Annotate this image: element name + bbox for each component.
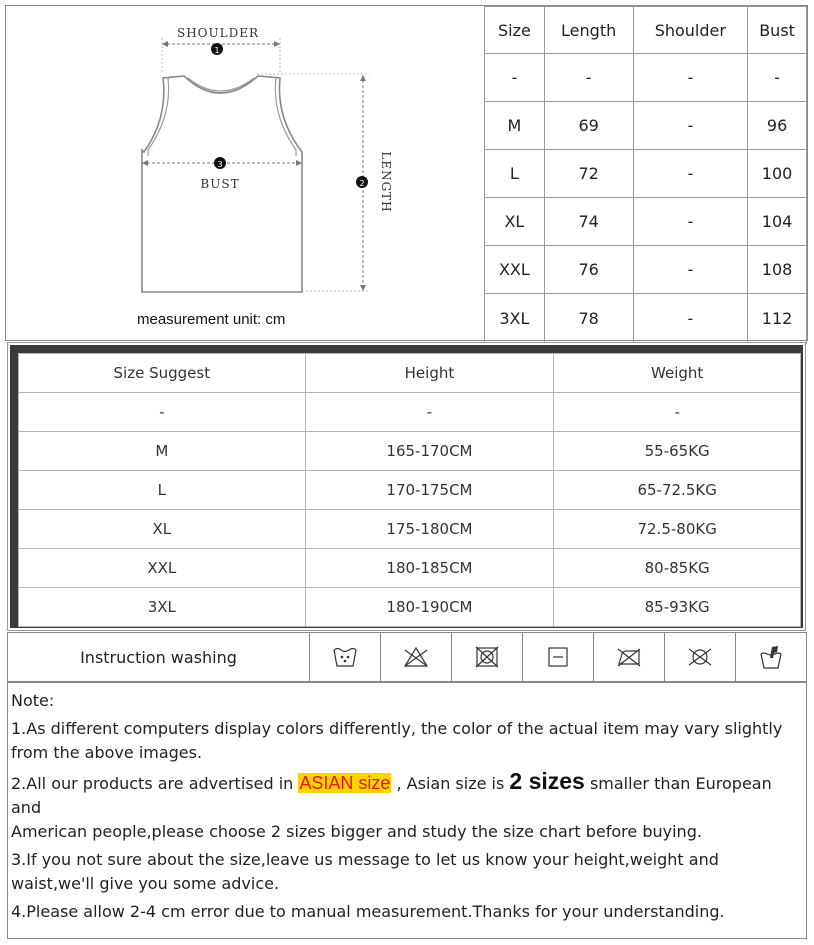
suggest-table-header (19, 354, 801, 393)
wash-cell (665, 633, 736, 681)
wash-cell (452, 633, 523, 681)
dry-flat-icon (544, 644, 572, 670)
table-cell: 180-185CM (305, 549, 554, 588)
table-row (485, 294, 807, 344)
table-cell: 85-93KG (554, 588, 801, 627)
table-cell: 180-190CM (305, 588, 554, 627)
table-cell: - (633, 246, 748, 294)
bust-number: 3 (217, 160, 223, 169)
note-1: 1.As different computers display colors differently, the color of the actual item may vary slightly from the above images. (11, 719, 783, 762)
table-cell: 69 (544, 102, 633, 150)
table-header-cell: Size (485, 7, 545, 54)
table-cell: 112 (748, 294, 807, 344)
hand-wash-icon (757, 644, 785, 670)
table-cell: 76 (544, 246, 633, 294)
notes-section (7, 682, 807, 939)
asian-size-highlight: ASIAN size (299, 773, 391, 793)
table-cell: L (485, 150, 545, 198)
table-header-cell: Height (305, 354, 554, 393)
wash-cell (594, 633, 665, 681)
length-number: 2 (359, 179, 365, 188)
table-cell: - (633, 294, 748, 344)
note-2-text-c: smaller than European and (11, 774, 772, 817)
washing-instructions-row (7, 632, 807, 682)
table-cell: - (19, 393, 306, 432)
shoulder-label: SHOULDER (176, 26, 260, 40)
washing-label: Instruction washing (8, 633, 310, 681)
table-cell: 108 (748, 246, 807, 294)
table-cell: 104 (748, 198, 807, 246)
table-cell: - (633, 54, 748, 102)
note-2 (11, 769, 803, 820)
table-cell: XXL (19, 549, 306, 588)
table-cell: 175-180CM (305, 510, 554, 549)
table-cell: - (305, 393, 554, 432)
table-cell: XL (485, 198, 545, 246)
table-cell: M (485, 102, 545, 150)
suggest-table (18, 353, 801, 627)
garment-diagram (6, 6, 484, 340)
table-cell: XL (19, 510, 306, 549)
note-4: 4.Please allow 2-4 cm error due to manual measurement.Thanks for your understanding. (11, 902, 725, 921)
do-not-bleach-icon (402, 644, 430, 670)
wash-cell (381, 633, 452, 681)
table-cell: - (633, 150, 748, 198)
table-cell: 165-170CM (305, 432, 554, 471)
wash-cell (736, 633, 806, 681)
table-cell: - (485, 54, 545, 102)
do-not-tumble-dry-icon (473, 644, 501, 670)
table-cell: 55-65KG (554, 432, 801, 471)
table-cell: 96 (748, 102, 807, 150)
table-cell: 74 (544, 198, 633, 246)
note-2-continued: American people,please choose 2 sizes bigger and study the size chart before buying. (11, 822, 702, 841)
tank-top-diagram (6, 6, 484, 306)
shoulder-number: 1 (214, 46, 220, 55)
wash-cell (310, 633, 381, 681)
table-row (19, 393, 801, 432)
table-cell: 3XL (485, 294, 545, 344)
note-3: 3.If you not sure about the size,leave us message to let us know your height,weight and waist,we'll give you some advice. (11, 850, 719, 893)
two-sizes-emphasis: 2 sizes (509, 768, 585, 794)
table-cell: 3XL (19, 588, 306, 627)
wash-cell (523, 633, 594, 681)
table-row (485, 198, 807, 246)
table-row (19, 588, 801, 627)
table-cell: 78 (544, 294, 633, 344)
table-cell: 170-175CM (305, 471, 554, 510)
table-row (19, 549, 801, 588)
do-not-iron-icon (615, 644, 643, 670)
table-header-cell: Shoulder (633, 7, 748, 54)
table-row (19, 471, 801, 510)
table-cell: - (554, 393, 801, 432)
table-cell: 100 (748, 150, 807, 198)
table-cell: L (19, 471, 306, 510)
table-cell: - (544, 54, 633, 102)
table-cell: - (633, 102, 748, 150)
do-not-dry-clean-icon (686, 644, 714, 670)
table-header-cell: Length (544, 7, 633, 54)
size-table (484, 6, 807, 344)
table-cell: 72 (544, 150, 633, 198)
table-cell: 65-72.5KG (554, 471, 801, 510)
bust-label: BUST (200, 177, 240, 191)
table-cell: 80-85KG (554, 549, 801, 588)
table-header-cell: Size Suggest (19, 354, 306, 393)
table-row (485, 54, 807, 102)
machine-wash-30-icon (331, 644, 359, 670)
notes-title: Note: (11, 691, 55, 710)
table-cell: XXL (485, 246, 545, 294)
table-row (485, 150, 807, 198)
note-2-text-a: 2.All our products are advertised in (11, 774, 299, 793)
table-cell: - (748, 54, 807, 102)
size-chart-section (5, 5, 808, 341)
table-row (19, 510, 801, 549)
measurement-unit-label: measurement unit: cm (137, 311, 286, 328)
table-header-cell: Bust (748, 7, 807, 54)
table-row (485, 102, 807, 150)
table-cell: M (19, 432, 306, 471)
table-cell: - (633, 198, 748, 246)
table-row (19, 432, 801, 471)
table-row (485, 246, 807, 294)
table-cell: 72.5-80KG (554, 510, 801, 549)
size-table-header (485, 7, 807, 54)
size-suggest-section (7, 342, 806, 631)
note-2-text-b: , Asian size is (391, 774, 510, 793)
table-header-cell: Weight (554, 354, 801, 393)
length-label: LENGTH (379, 151, 393, 213)
